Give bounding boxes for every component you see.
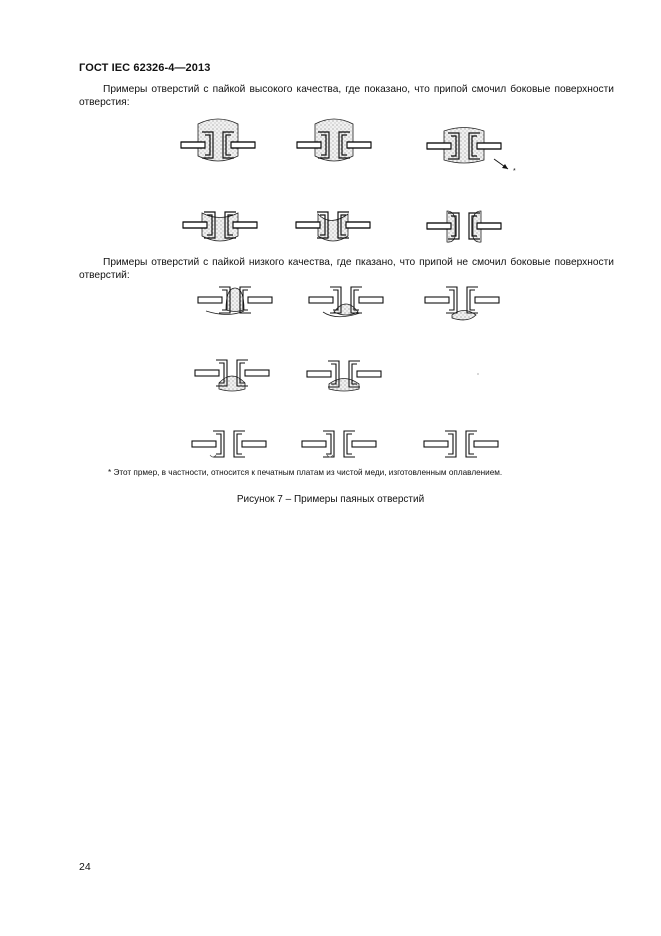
hq-example-6 <box>427 211 501 242</box>
figure-footnote: * Этот прмер, в частности, относится к печатным платам из чистой меди, изготовленным оплавлением. <box>108 468 503 477</box>
figure-caption: Рисунок 7 – Примеры паяных отверстий <box>236 494 425 505</box>
asterisk-mark: * <box>513 168 516 175</box>
lq-example-3 <box>425 287 499 320</box>
low-quality-description: Примеры отверстий с пайкой низкого качества, где пказано, что припой не смочил боковые поверхности отверстий: <box>79 257 614 281</box>
lq-example-1 <box>198 287 272 315</box>
lq-example-4 <box>195 360 269 391</box>
hq-example-3 <box>427 128 516 176</box>
lq-example-6 <box>192 431 266 457</box>
hq-example-1 <box>181 119 255 161</box>
lq-example-7 <box>302 431 376 457</box>
lq-example-8 <box>424 431 498 457</box>
hq-example-5 <box>296 212 370 241</box>
lq-example-5 <box>307 361 381 391</box>
page-number: 24 <box>79 861 91 873</box>
hq-example-4 <box>183 212 257 241</box>
hq-example-2 <box>297 119 371 161</box>
high-quality-description: Примеры отверстий с пайкой высокого качества, где показано, что припой смочил боковые поверхности отверстия: <box>79 84 614 108</box>
document-header: ГОСТ IEC 62326-4—2013 <box>79 62 211 74</box>
lq-example-2 <box>309 287 383 317</box>
